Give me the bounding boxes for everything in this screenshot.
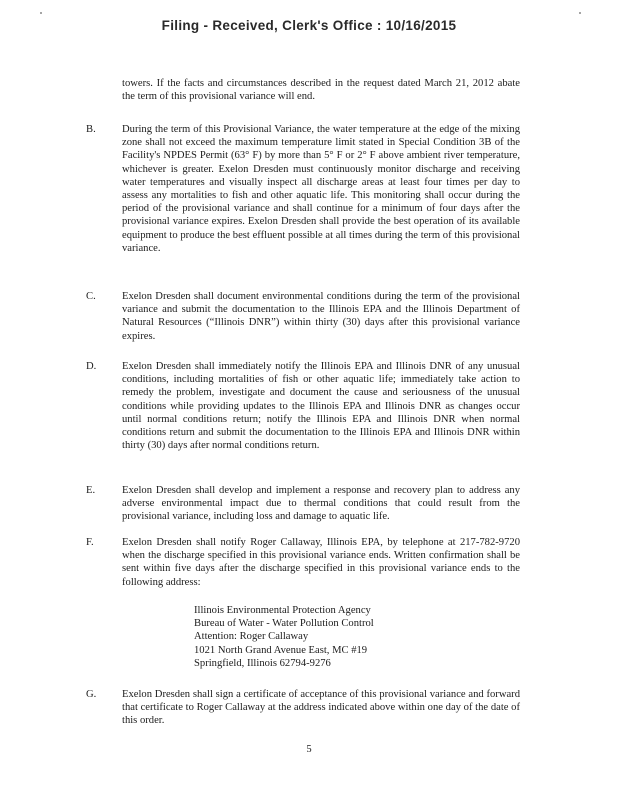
condition-letter-f: F. <box>86 537 94 548</box>
scan-speck <box>40 12 42 14</box>
condition-text-g: Exelon Dresden shall sign a certificate of acceptance of this provisional variance and forward that certificate to Roger Callaway at the address indicated above within one day of the date of this order. <box>122 689 520 727</box>
address-line: Attention: Roger Callaway <box>194 631 309 643</box>
condition-letter-b: B. <box>86 124 96 135</box>
filing-stamp-header: Filing - Received, Clerk's Office : 10/16/2015 <box>161 18 457 33</box>
condition-letter-d: D. <box>86 361 97 372</box>
mailing-address-block <box>194 604 374 670</box>
condition-text-c: Exelon Dresden shall document environmental conditions during the term of the provisional variance and submit the documentation to the Illinois EPA and the Illinois Department of Natural Resources (“Illinois DNR”) within thirty (30) days after this provisional variance expires. <box>122 291 520 342</box>
condition-letter-g: G. <box>86 689 97 700</box>
condition-text-b: During the term of this Provisional Variance, the water temperature at the edge of the mixing zone shall not exceed the maximum temperature limit stated in Special Condition 3B of the Facility's NPDES Permit (63° F) by more than 5° F or 2° F above ambient river temperature, whichever is greater. Exelon Dresden must continuously monitor discharge and receiving water temperatures and visually inspect all discharge areas at least four times per day to assess any mortalities to fish and other aquatic life. This monitoring shall occur during the period of the provisional variance and shall continue for a minimum of four days after the provisional variance expires. Exelon Dresden shall provide the best operation of its available equipment to produce the best effluent possible at all times during the term of this provisional variance. <box>122 124 520 254</box>
condition-letter-e: E. <box>86 485 96 496</box>
address-line: Bureau of Water - Water Pollution Control <box>194 618 374 630</box>
address-line: 1021 North Grand Avenue East, MC #19 <box>194 644 368 656</box>
condition-text-d: Exelon Dresden shall immediately notify the Illinois EPA and Illinois DNR of any unusual conditions, including mortalities of fish or other aquatic life; immediately take action to remedy the problem, investigate and document the cause and seriousness of the unusual conditions while providing updates to the Illinois EPA and Illinois DNR as changes occur until normal conditions return; notify the Illinois EPA and Illinois DNR when normal conditions return and submit the documentation to the Illinois EPA and Illinois DNR within thirty (30) days after normal conditions return. <box>122 361 520 452</box>
condition-letter-c: C. <box>86 291 96 302</box>
scan-speck <box>579 12 581 14</box>
address-line: Illinois Environmental Protection Agency <box>194 605 371 616</box>
condition-text-e: Exelon Dresden shall develop and implement a response and recovery plan to address any adverse environmental impact due to thermal conditions that could result from the provisional variance, including loss and damage to aquatic life. <box>122 485 520 523</box>
address-line: Springfield, Illinois 62794-9276 <box>194 657 331 669</box>
continuation-paragraph: towers. If the facts and circumstances described in the request dated March 21, 2012 abate the term of this provisional variance will end. <box>122 78 520 103</box>
page-number: 5 <box>306 744 312 755</box>
condition-text-f: Exelon Dresden shall notify Roger Callaway, Illinois EPA, by telephone at 217-782-9720 when the discharge specified in this provisional variance ends. Written confirmation shall be sent within five days after the discharge specified in this provisional variance ends to the following address: <box>122 537 520 588</box>
